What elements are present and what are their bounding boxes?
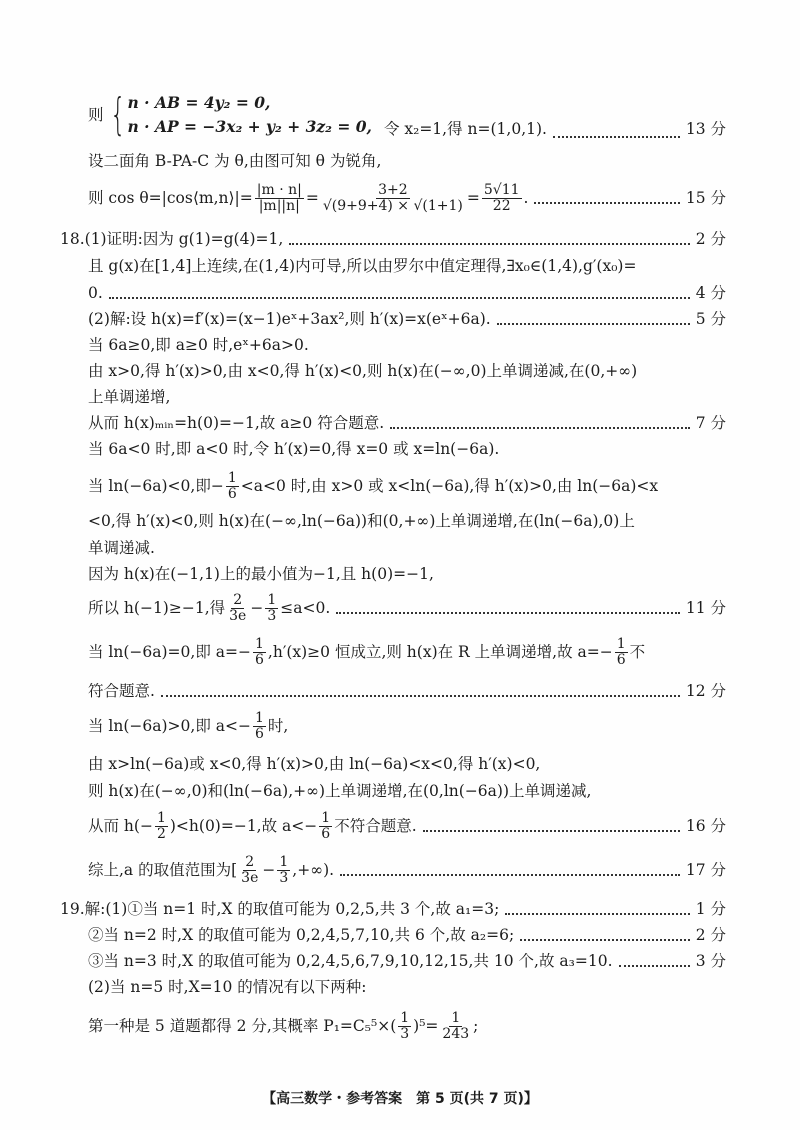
fraction-numerator: 1 — [321, 809, 331, 826]
text-part: − — [262, 861, 276, 879]
score-label: 4 分 — [695, 284, 726, 302]
fraction-denominator: 3e — [229, 607, 247, 624]
fraction-denominator: 6 — [321, 825, 331, 842]
score-line — [88, 808, 726, 844]
line-text: 18.(1)证明:因为 g(1)=g(4)=1, — [60, 230, 284, 248]
fraction-numerator: 2 — [245, 853, 255, 870]
fraction — [321, 183, 465, 214]
fraction-numerator: 1 — [254, 709, 264, 726]
equation-system-line — [88, 86, 726, 144]
text-part: ,h′(x)≥0 恒成立,则 h(x)在 R 上单调递增,故 a=− — [267, 643, 613, 661]
leader-dots — [161, 695, 680, 697]
text-part: 不符合题意. — [334, 817, 417, 835]
fraction-denominator: 3 — [279, 869, 289, 886]
score-label: 13 分 — [685, 120, 726, 138]
leader-dots — [534, 202, 679, 204]
leader-dots — [109, 297, 690, 299]
text-line: 则 h(x)在(−∞,0)和(ln(−6a),+∞)上单调递增,在(0,ln(−6a))上单调递减, — [88, 782, 592, 800]
fraction — [239, 855, 260, 886]
text-part: 当 ln(−6a)=0,即 a=− — [88, 643, 251, 661]
leader-dots — [340, 874, 680, 876]
score-label: 12 分 — [685, 682, 726, 700]
formula-lead: 则 cos θ=|cos⟨m,n⟩|= — [88, 189, 253, 207]
text-part: )⁵= — [413, 1017, 439, 1035]
leader-dots — [619, 965, 690, 967]
fraction-line — [88, 470, 726, 502]
text-part: 所以 h(−1)≥−1,得 — [88, 599, 226, 617]
line-text: 19.解:(1)①当 n=1 时,X 的取值可能为 0,2,5,共 3 个,故 a₁=3; — [60, 900, 500, 918]
problem-18-line — [60, 228, 726, 250]
score-label: 17 分 — [685, 861, 726, 879]
fraction — [440, 1011, 471, 1042]
score-label: 15 分 — [685, 189, 726, 207]
score-label: 7 分 — [695, 414, 726, 432]
fraction-line — [88, 1008, 726, 1044]
score-line — [88, 308, 726, 330]
fraction-numerator: 5√11 — [483, 181, 520, 198]
fraction-numerator: 3+2 — [378, 181, 408, 198]
text-part: 不 — [629, 643, 646, 661]
leader-dots — [520, 939, 690, 941]
cos-formula-line: 则 cos θ=|cos⟨m,n⟩|= $\frac{|m \cdot n|}{|m||n|}$ = $\frac{3+2}{√(9+9+4) \times √(1+1)}$ = $\frac{5√11}{22}$ . 15 分 — [88, 181, 726, 214]
page-footer: 【高三数学・参考答案 第 5 页(共 7 页)】 — [262, 1091, 538, 1107]
score-label: 5 分 — [695, 310, 726, 328]
score-line — [88, 924, 726, 946]
score-label: 2 分 — [695, 230, 726, 248]
text-line: 当 6a<0 时,即 a<0 时,令 h′(x)=0,得 x=0 或 x=ln(−6a). — [88, 440, 500, 458]
text-part: <a<0 时,由 x>0 或 x<ln(−6a),得 h′(x)>0,由 ln(−6a)<x — [240, 477, 659, 495]
line-text: 从而 h(x)ₘᵢₙ=h(0)=−1,故 a≥0 符合题意. — [88, 414, 385, 432]
text-part: ; — [473, 1017, 479, 1035]
equation-pair — [128, 91, 372, 139]
text-line: 由 x>ln(−6a)或 x<0,得 h′(x)>0,由 ln(−6a)<x<0,得 h′(x)<0, — [88, 755, 541, 773]
line-text: 令 x₂=1,得 n=(1,0,1). — [383, 120, 547, 138]
equation-2: n · AP = −3x₂ + y₂ + 3z₂ = 0, — [127, 117, 372, 136]
text-part: ≤a<0. — [280, 599, 331, 617]
text-line: 设二面角 B-PA-C 为 θ,由图可知 θ 为锐角, — [88, 152, 382, 170]
fraction — [319, 811, 332, 842]
left-brace: { — [109, 89, 126, 140]
score-label: 16 分 — [685, 817, 726, 835]
line-text: 0. — [88, 284, 103, 302]
score-label: 1 分 — [695, 900, 726, 918]
leader-dots — [423, 830, 680, 832]
fraction-numerator: 1 — [254, 635, 264, 652]
text-part: )<h(0)=−1,故 a<− — [169, 817, 318, 835]
fraction — [155, 811, 168, 842]
fraction — [253, 711, 266, 742]
score-line — [88, 950, 726, 972]
text-line: 因为 h(x)在(−1,1)上的最小值为−1,且 h(0)=−1, — [88, 565, 434, 583]
text-part: 当 ln(−6a)<0,即− — [88, 477, 224, 495]
fraction-denominator: 3 — [400, 1025, 410, 1042]
text-line: 当 6a≥0,即 a≥0 时,eˣ+6a>0. — [88, 336, 309, 354]
fraction-numerator: |m · n| — [256, 181, 302, 198]
fraction-numerator: 1 — [400, 1009, 410, 1026]
fraction-denominator: 2 — [156, 825, 166, 842]
fraction-denominator: |m||n| — [258, 197, 300, 214]
line-text: 符合题意. — [88, 682, 155, 700]
fraction — [615, 637, 628, 668]
fraction — [482, 183, 522, 214]
text-line: <0,得 h′(x)<0,则 h(x)在(−∞,ln(−6a))和(0,+∞)上单调递增,在(ln(−6a),0)上 — [88, 512, 635, 530]
fraction-numerator: 1 — [267, 591, 277, 608]
fraction — [398, 1011, 411, 1042]
leader-dots — [497, 323, 690, 325]
text-part: 第一种是 5 道题都得 2 分,其概率 P₁=C₅⁵×( — [88, 1017, 397, 1035]
fraction — [253, 637, 266, 668]
fraction — [277, 855, 290, 886]
text-line: 由 x>0,得 h′(x)>0,由 x<0,得 h′(x)<0,则 h(x)在(−∞,0)上单调递减,在(0,+∞) — [88, 362, 638, 380]
fraction-numerator: 2 — [233, 591, 243, 608]
text-line: 上单调递增, — [88, 388, 171, 406]
text-part: 时, — [267, 717, 289, 735]
score-label: 2 分 — [695, 926, 726, 944]
fraction — [227, 593, 248, 624]
line-text: ②当 n=2 时,X 的取值可能为 0,2,4,5,7,10,共 6 个,故 a₂=6; — [88, 926, 515, 944]
score-line — [88, 852, 726, 888]
leader-dots — [289, 243, 689, 245]
fraction-denominator: 3e — [241, 869, 259, 886]
score-line — [88, 282, 726, 304]
line-text: (2)解:设 h(x)=f′(x)=(x−1)eˣ+3ax²,则 h′(x)=x(eˣ+6a). — [88, 310, 491, 328]
line-lead: 则 — [88, 106, 104, 124]
fraction-denominator: 3 — [267, 607, 277, 624]
fraction-line — [88, 710, 726, 742]
fraction-numerator: 1 — [227, 469, 237, 486]
fraction-denominator: 22 — [492, 197, 511, 214]
text-line: 单调递减. — [88, 539, 155, 557]
text-part: 当 ln(−6a)>0,即 a<− — [88, 717, 251, 735]
problem-19-line — [60, 898, 726, 920]
fraction-numerator: 1 — [279, 853, 289, 870]
text-line: (2)当 n=5 时,X=10 的情况有以下两种: — [88, 978, 367, 996]
score-label: 11 分 — [685, 599, 726, 617]
leader-dots — [336, 612, 680, 614]
text-part: − — [250, 599, 264, 617]
text-part: 从而 h(− — [88, 817, 153, 835]
fraction-denominator: 6 — [254, 651, 264, 668]
fraction-denominator: 6 — [254, 725, 264, 742]
score-line — [88, 592, 726, 624]
fraction-line — [88, 636, 726, 668]
leader-dots — [553, 136, 680, 138]
score-line — [88, 412, 726, 434]
fraction-denominator: 6 — [616, 651, 626, 668]
fraction-numerator: 1 — [156, 809, 166, 826]
fraction-denominator: 6 — [227, 485, 237, 502]
text-part: 综上,a 的取值范围为[ — [88, 861, 238, 879]
fraction-numerator: 1 — [451, 1009, 461, 1026]
fraction-numerator: 1 — [616, 635, 626, 652]
leader-dots — [505, 913, 689, 915]
score-label: 3 分 — [695, 952, 726, 970]
fraction — [265, 593, 278, 624]
fraction-denominator: 243 — [442, 1025, 470, 1042]
leader-dots — [390, 427, 690, 429]
equation-1: n · AB = 4y₂ = 0, — [127, 93, 271, 112]
line-text: ③当 n=3 时,X 的取值可能为 0,2,4,5,6,7,9,10,12,15,共 10 个,故 a₃=10. — [88, 952, 613, 970]
score-line — [88, 680, 726, 702]
text-line: 且 g(x)在[1,4]上连续,在(1,4)内可导,所以由罗尔中值定理得,∃x₀∈(1,4),g′(x₀)= — [88, 257, 637, 275]
fraction — [226, 471, 239, 502]
fraction — [255, 183, 304, 214]
text-part: ,+∞). — [292, 861, 335, 879]
fraction-denominator: √(9+9+4) × √(1+1) — [322, 197, 463, 214]
